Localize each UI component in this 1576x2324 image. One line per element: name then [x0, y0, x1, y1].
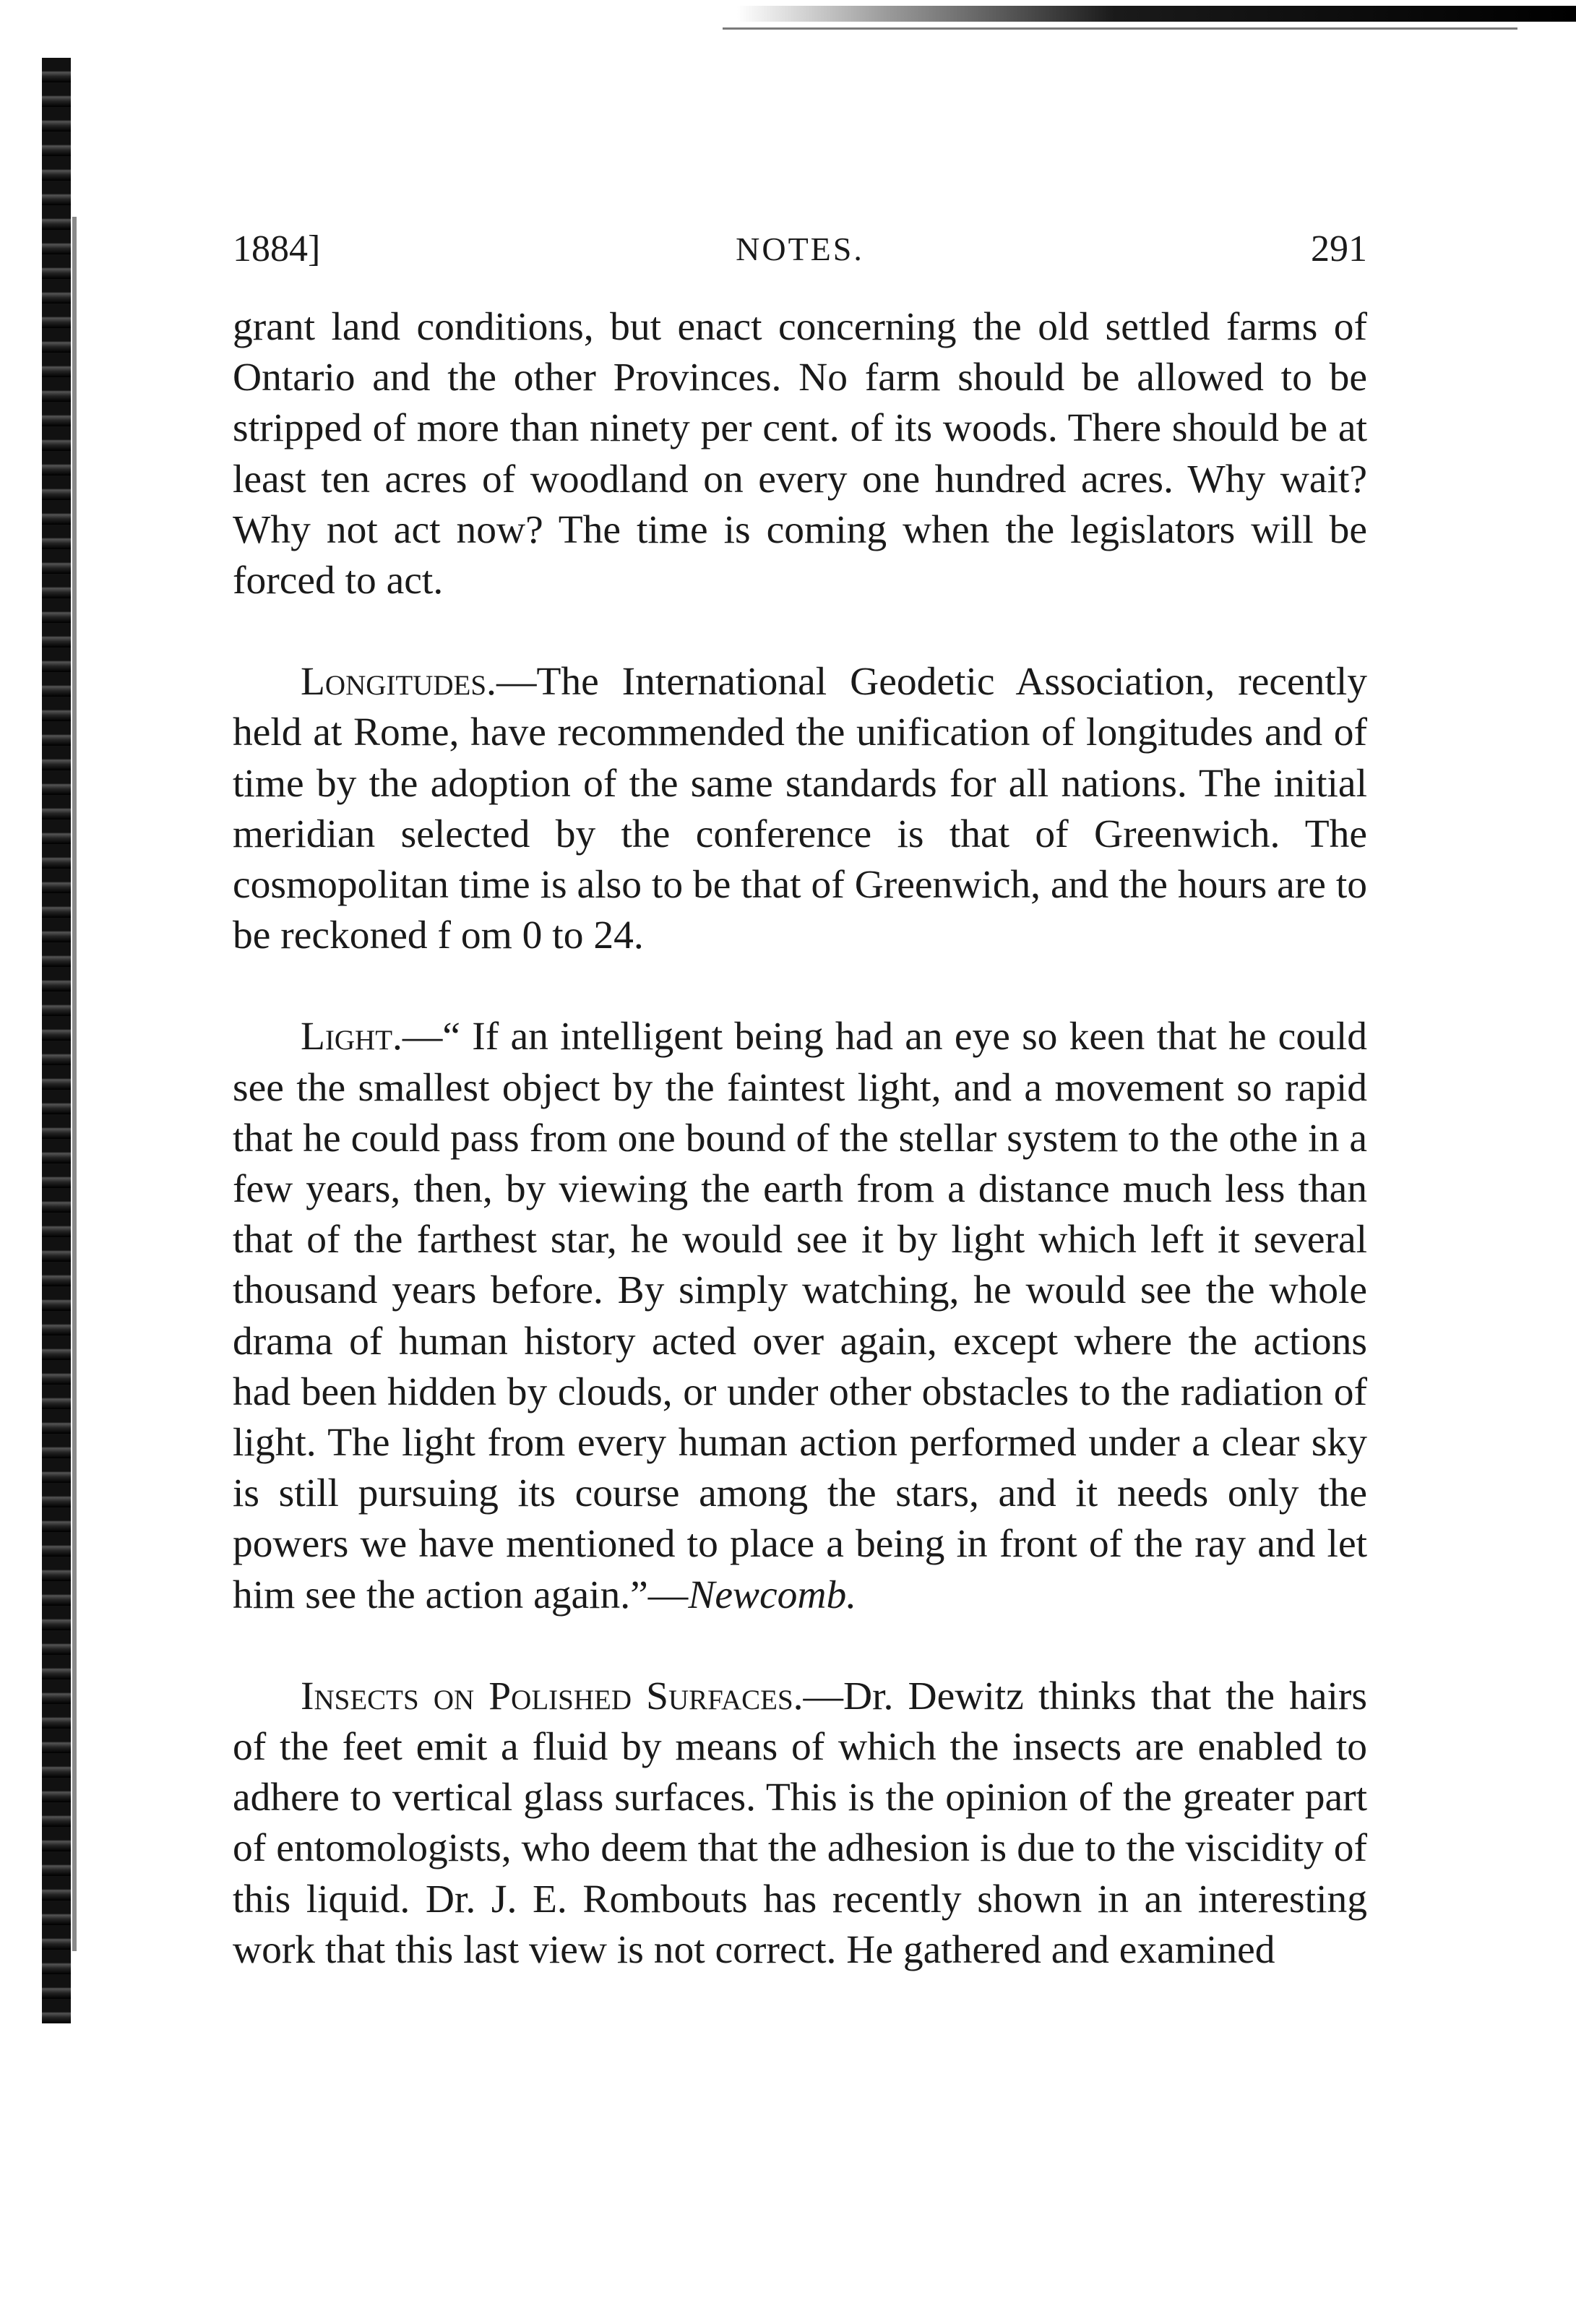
top-edge-rule — [737, 6, 1576, 22]
quote-attribution: Newcomb. — [688, 1572, 857, 1617]
paragraph-continuation — [233, 302, 1367, 606]
paragraph-text: —“ If an intelligent being had an eye so keen that he could see the smallest object by the faintest light, and a movement so rapid that he could pass from one bound of the stellar system to the othe in a few years, then, by viewing the earth from a distance much less than that of the farthest star, he would see it by light which left it several thousand years before. By simply watching, he would see the whole drama of human history acted over again, except where the actions had been hidden by clouds, or under other obstacles to the radiation of light. The light from every human action performed under a clear sky is still pursuing its course among the stars, and it needs only the powers we have mentioned to place a being in front of the ray and let him see the action again.”— — [233, 1015, 1367, 1617]
running-title: NOTES. — [736, 231, 864, 267]
paragraph-insects — [233, 1671, 1367, 1976]
section-heading-insects: Insects on Polished Surfaces. — [301, 1674, 804, 1718]
page-body — [233, 302, 1367, 1976]
header-year: 1884] — [233, 228, 321, 270]
paragraph-text: grant land conditions, but enact concerning the old settled farms of Ontario and the other Provinces. No farm should be allowed to be stripped of more than ninety per cent. of its woods. There should be at least ten acres of woodland on every one hundred acres. Why wait? Why not act now? The time is coming when the legislators will be forced to act. — [233, 305, 1367, 603]
running-header — [233, 224, 1367, 275]
paragraph-text: —Dr. Dewitz thinks that the hairs of the feet emit a fluid by means of which the insects are enabled to adhere to vertical glass surfaces. This is the opinion of the greater part of entomologists, who deem that the adhesion is due to the viscidity of this liquid. Dr. J. E. Rombouts has recently shown in an interesting work that this last view is not correct. He gathered and examined — [233, 1674, 1367, 1972]
binding-edge — [42, 58, 71, 2023]
section-heading-longitudes: Longitudes. — [301, 660, 496, 705]
binding-shadow — [72, 217, 77, 1951]
top-thin-rule — [723, 27, 1517, 30]
paragraph-longitudes — [233, 657, 1367, 961]
section-heading-light: Light. — [301, 1015, 402, 1059]
paragraph-text: —The International Geodetic Association, recently held at Rome, have recommended the unification of longitudes and of time by the adoption of the same standards for all nations. The initial meridian selected by the conference is that of Greenwich. The cosmopolitan time is also to be that of Greenwich, and the hours are to be reckoned f om 0 to 24. — [233, 660, 1367, 958]
page-number: 291 — [1311, 228, 1367, 270]
paragraph-light — [233, 1012, 1367, 1620]
